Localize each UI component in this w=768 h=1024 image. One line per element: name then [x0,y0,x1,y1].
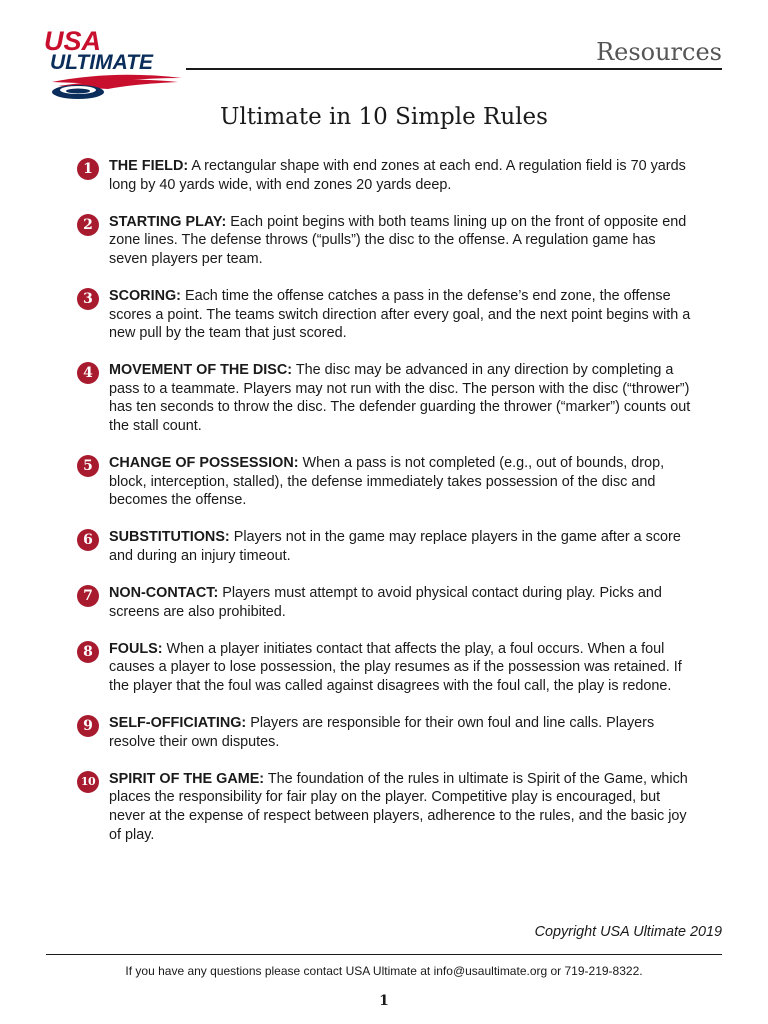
rule-item [77,714,697,751]
header-divider [186,68,722,70]
page-title: Ultimate in 10 Simple Rules [220,104,548,130]
logo-ultimate-text: ULTIMATE [50,51,154,74]
rule-number-badge: 9 [77,715,99,737]
rule-text: Players not in the game may replace players in the game after a score and during an injury timeout. [109,529,681,564]
rule-heading: STARTING PLAY: [109,213,227,230]
rule-heading: SPIRIT OF THE GAME: [109,770,265,787]
rule-number-badge: 5 [77,455,99,477]
rule-item [77,287,697,343]
rule-heading: SUBSTITUTIONS: [109,529,230,546]
rule-number-badge: 10 [77,771,99,793]
rule-text: Each time the offense catches a pass in the defense’s end zone, the offense scores a point. The teams switch direction after every goal, and the next point begins with a new pull by the team that just scored. [109,287,691,342]
rule-text: Players are responsible for their own foul and line calls. Players resolve their own disputes. [109,715,655,750]
copyright-text: Copyright USA Ultimate 2019 [534,924,722,940]
rule-heading: NON-CONTACT: [109,585,219,602]
rule-item [77,584,697,621]
rule-text: Players must attempt to avoid physical contact during play. Picks and screens are also prohibited. [109,585,662,620]
rules-list [77,157,697,863]
usa-ultimate-logo [44,28,184,100]
rule-number-badge: 2 [77,214,99,236]
rule-text: A rectangular shape with end zones at each end. A regulation field is 70 yards long by 40 yards wide, with end zones 20 yards deep. [109,158,686,193]
flying-disc-icon [44,72,184,102]
section-label: Resources [596,38,722,66]
rule-heading: SCORING: [109,287,181,304]
rule-text: The foundation of the rules in ultimate is Spirit of the Game, which places the responsibility for fair play on the player. Competitive play is encouraged, but never at the expense of respect between players, adherence to the rules, and the basic joy of play. [109,770,688,843]
logo-usa-text: USA [44,26,102,56]
rule-text: Each point begins with both teams lining up on the front of opposite end zone lines. The defense throws (“pulls”) the disc to the offense. A regulation game has seven players per team. [109,213,687,267]
rule-number-badge: 8 [77,641,99,663]
rule-number-badge: 4 [77,362,99,384]
footer-divider [46,954,722,955]
rule-number-badge: 7 [77,585,99,607]
rule-item [77,454,697,510]
rule-number-badge: 1 [77,158,99,180]
rule-item [77,640,697,696]
rule-text: When a player initiates contact that affects the play, a foul occurs. When a foul causes a player to lose possession, the play resumes as if the possession was retained. If the player that the foul was called against disagrees with the foul call, the play is redone. [109,640,682,694]
rule-item [77,528,697,565]
rule-item [77,157,697,194]
rule-text: When a pass is not completed (e.g., out of bounds, drop, block, interception, stalled), the defense immediately takes possession of the disc and becomes the offense. [109,455,665,509]
rule-heading: THE FIELD: [109,158,189,174]
rule-number-badge: 6 [77,529,99,551]
page-number: 1 [379,993,389,1009]
rule-text: The disc may be advanced in any direction by completing a pass to a teammate. Players may not run with the disc. The person with the disc (“thrower”) has ten seconds to throw the disc. The defender guarding the thrower (“marker”) counts out the stall count. [109,362,691,435]
rule-heading: SELF-OFFICIATING: [109,715,247,732]
rule-heading: MOVEMENT OF THE DISC: [109,362,293,379]
rule-number-badge: 3 [77,288,99,310]
rule-item [77,770,697,844]
rule-heading: FOULS: [109,640,163,657]
rule-item [77,213,697,269]
contact-text: If you have any questions please contact USA Ultimate at info@usaultimate.org or 719-219-8322. [125,964,643,978]
rule-item [77,361,697,435]
rule-heading: CHANGE OF POSSESSION: [109,455,299,472]
